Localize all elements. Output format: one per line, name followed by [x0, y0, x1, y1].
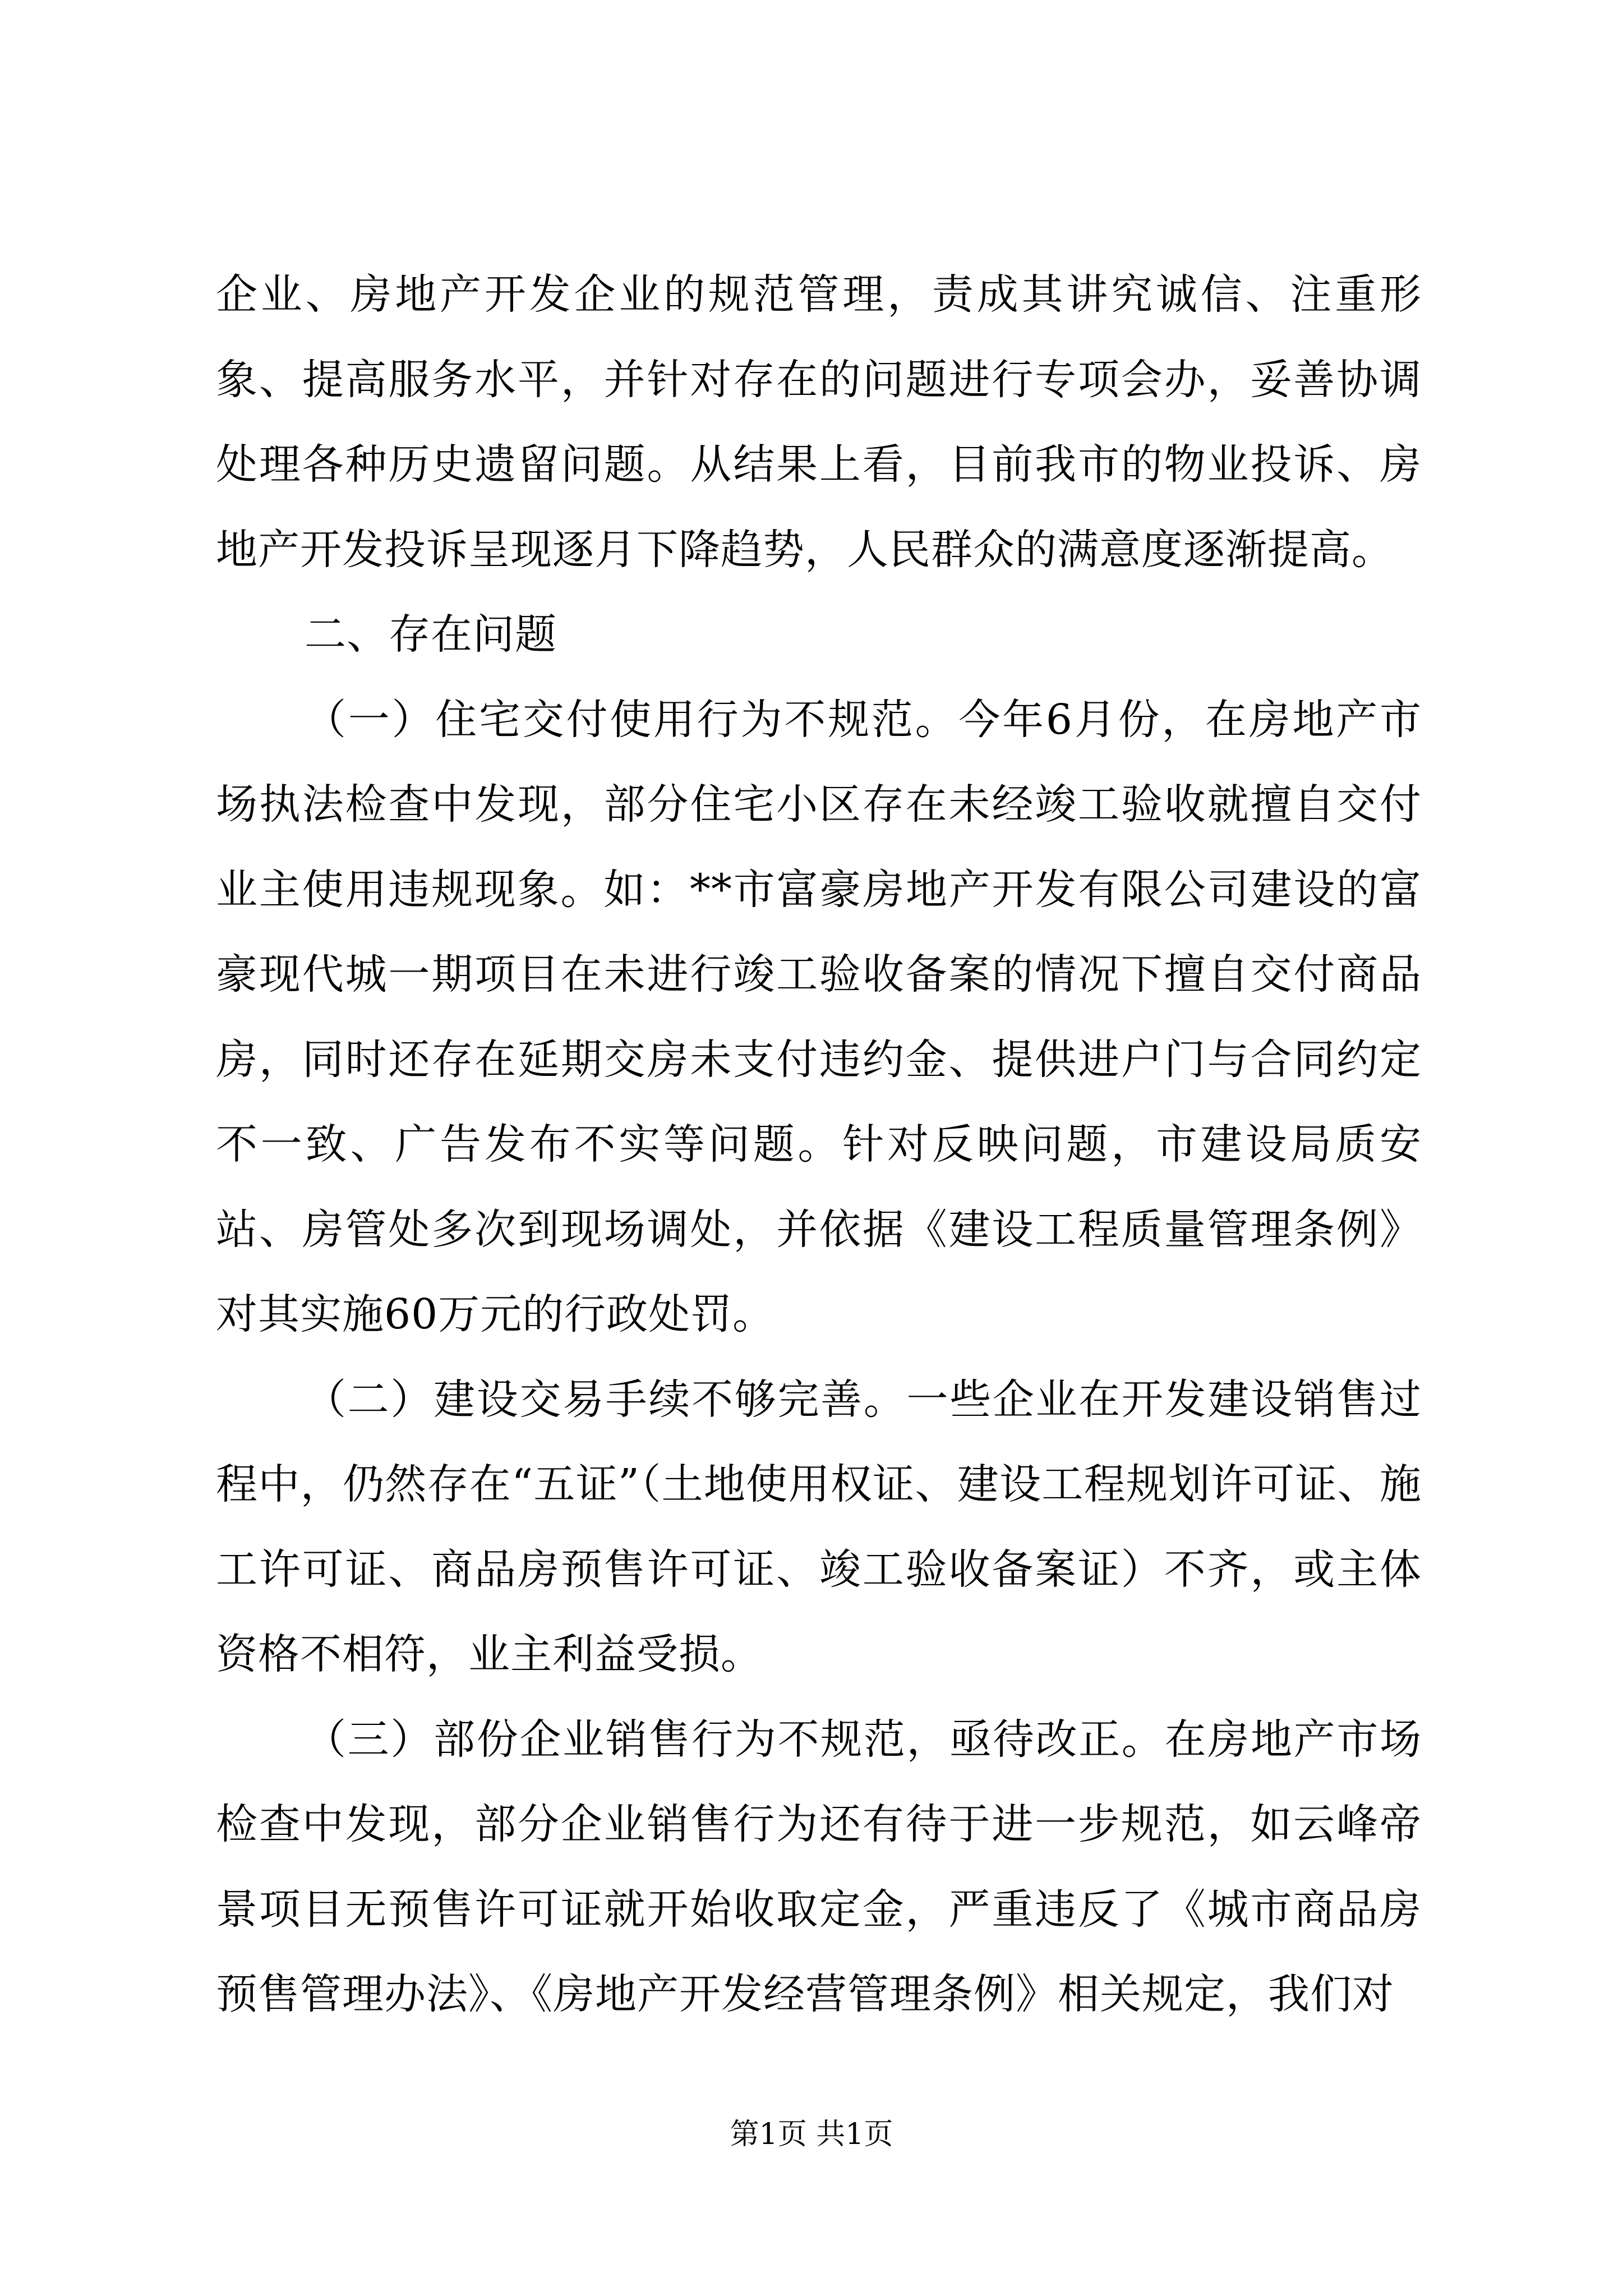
document-body [216, 252, 1422, 2037]
paragraph-problem-1: （一）住宅交付使用行为不规范。今年6月份，在房地产市场执法检查中发现，部分住宅小区存在未经竣工验收就擅自交付业主使用违规现象。如：**市富豪房地产开发有限公司建设的富豪现代城一期项目在未进行竣工验收备案的情况下擅自交付商品房，同时还存在延期交房未支付违约金、提供进户门与合同约定不一致、广告发布不实等问题。针对反映问题，市建设局质安站、房管处多次到现场调处，并依据《建设工程质量管理条例》对其实施60万元的行政处罚。 [216, 695, 1422, 1338]
paragraph-continuation: 企业、房地产开发企业的规范管理，责成其讲究诚信、注重形象、提高服务水平，并针对存在的问题进行专项会办，妥善协调处理各种历史遗留问题。从结果上看，目前我市的物业投诉、房地产开发投诉呈现逐月下降趋势，人民群众的满意度逐渐提高。 [216, 270, 1422, 574]
paragraph-problem-2: （二）建设交易手续不够完善。一些企业在开发建设销售过程中，仍然存在“五证”（土地使用权证、建设工程规划许可证、施工许可证、商品房预售许可证、竣工验收备案证）不齐，或主体资格不相符，业主利益受损。 [216, 1375, 1422, 1678]
page-footer: 第1页 共1页 [730, 2118, 893, 2151]
paragraph-problem-3: （三）部份企业销售行为不规范，亟待改正。在房地产市场检查中发现，部分企业销售行为还有待于进一步规范，如云峰帝景项目无预售许可证就开始收取定金，严重违反了《城市商品房预售管理办法》、《房地产开发经营管理条例》相关规定，我们对 [216, 1715, 1422, 2018]
section-heading-problems: 二、存在问题 [305, 610, 557, 659]
